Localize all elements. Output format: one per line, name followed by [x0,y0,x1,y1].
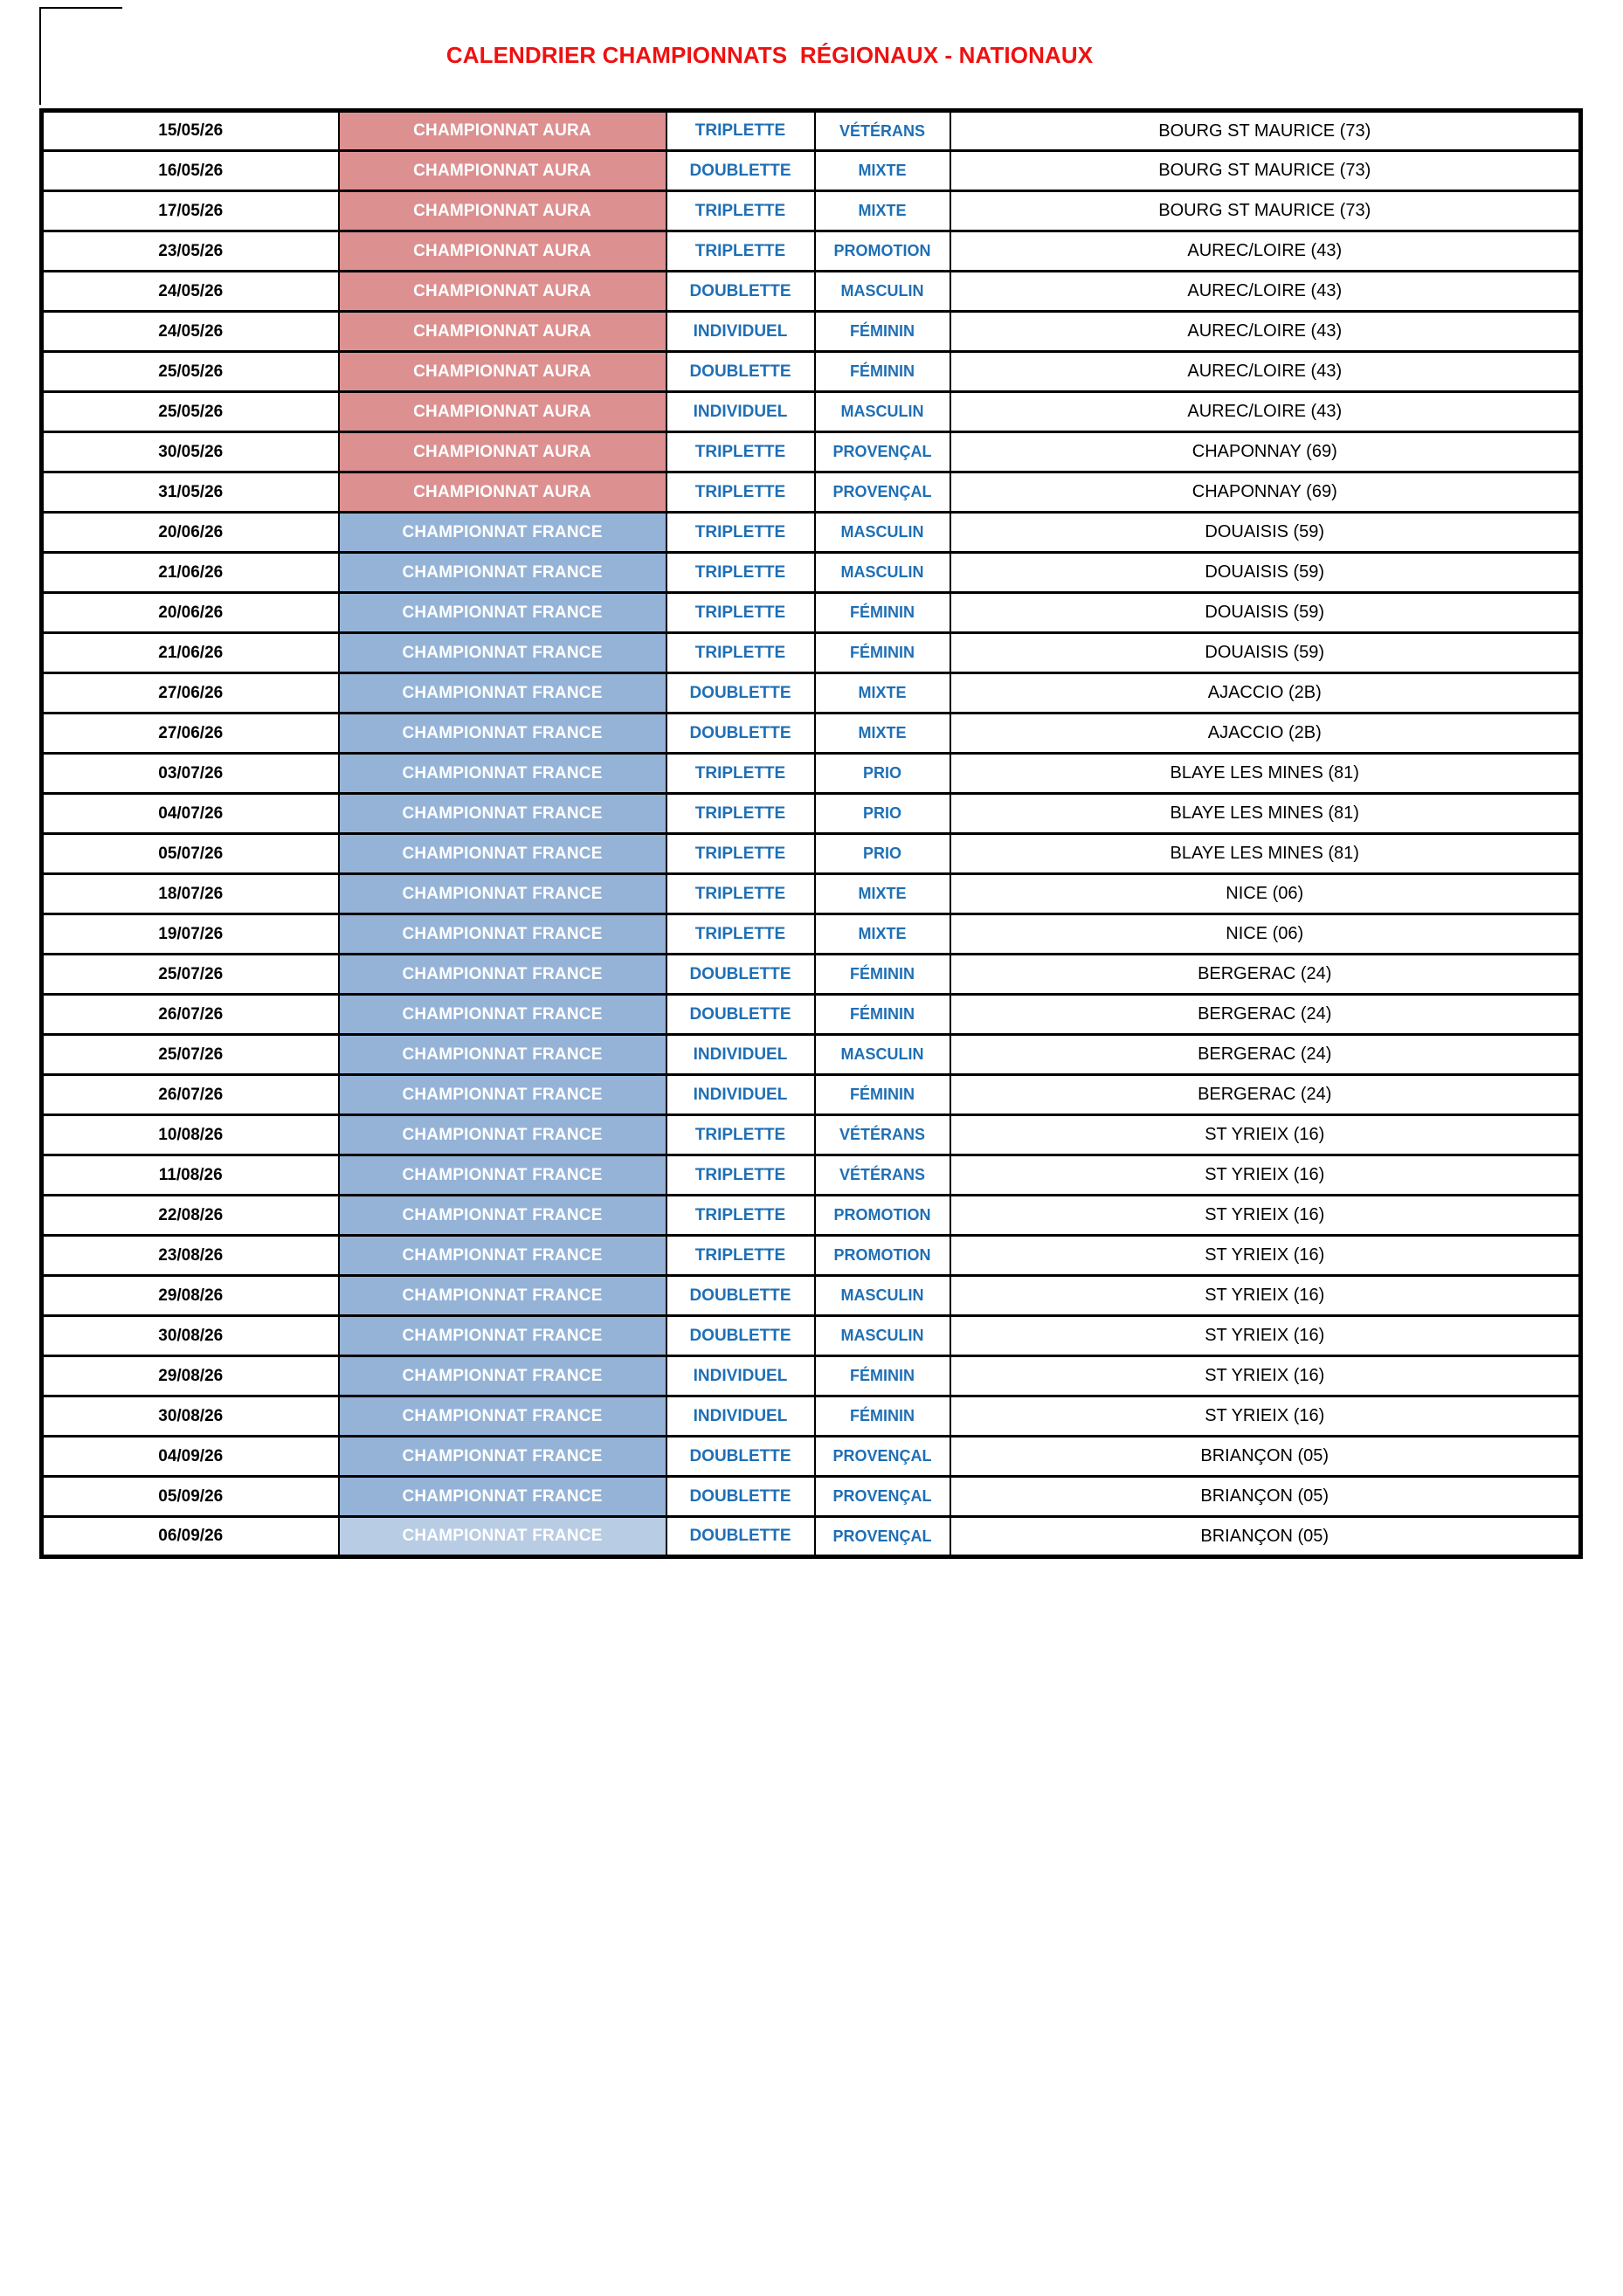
table-row [42,1396,1581,1437]
cell-lieu: CHAPONNAY (69) [950,432,1581,472]
calendar-table-container [39,108,1578,1559]
cell-categorie: FÉMININ [815,1075,950,1115]
cell-lieu: BERGERAC (24) [950,955,1581,995]
cell-categorie: FÉMININ [815,312,950,352]
cell-date: 10/08/26 [42,1115,339,1155]
calendar-table [39,108,1583,1559]
cell-categorie: FÉMININ [815,955,950,995]
cell-categorie: MIXTE [815,914,950,955]
cell-date: 11/08/26 [42,1155,339,1196]
cell-discipline: DOUBLETTE [666,272,815,312]
cell-categorie: MIXTE [815,714,950,754]
cell-lieu: ST YRIEIX (16) [950,1396,1581,1437]
cell-categorie: PROMOTION [815,231,950,272]
cell-categorie: PROMOTION [815,1236,950,1276]
table-row [42,714,1581,754]
cell-championnat: CHAMPIONNAT FRANCE [339,1396,666,1437]
cell-discipline: DOUBLETTE [666,1477,815,1517]
cell-date: 25/05/26 [42,352,339,392]
cell-date: 04/09/26 [42,1437,339,1477]
cell-lieu: ST YRIEIX (16) [950,1115,1581,1155]
cell-lieu: ST YRIEIX (16) [950,1356,1581,1396]
cell-discipline: DOUBLETTE [666,1437,815,1477]
cell-championnat: CHAMPIONNAT FRANCE [339,794,666,834]
cell-discipline: TRIPLETTE [666,1236,815,1276]
table-row [42,1196,1581,1236]
cell-categorie: PRIO [815,754,950,794]
cell-categorie: MIXTE [815,673,950,714]
cell-categorie: MASCULIN [815,1316,950,1356]
cell-categorie: MIXTE [815,874,950,914]
cell-discipline: DOUBLETTE [666,714,815,754]
cell-categorie: FÉMININ [815,1396,950,1437]
cell-discipline: TRIPLETTE [666,1155,815,1196]
cell-discipline: DOUBLETTE [666,955,815,995]
cell-championnat: CHAMPIONNAT AURA [339,191,666,231]
cell-date: 16/05/26 [42,151,339,191]
table-row [42,874,1581,914]
cell-discipline: TRIPLETTE [666,593,815,633]
cell-date: 03/07/26 [42,754,339,794]
cell-lieu: BRIANÇON (05) [950,1437,1581,1477]
cell-date: 25/07/26 [42,1035,339,1075]
table-row [42,472,1581,513]
cell-championnat: CHAMPIONNAT FRANCE [339,955,666,995]
cell-lieu: AJACCIO (2B) [950,673,1581,714]
cell-discipline: TRIPLETTE [666,754,815,794]
cell-categorie: MASCULIN [815,1276,950,1316]
table-row [42,1115,1581,1155]
table-row [42,955,1581,995]
cell-championnat: CHAMPIONNAT FRANCE [339,1035,666,1075]
cell-championnat: CHAMPIONNAT FRANCE [339,1075,666,1115]
cell-discipline: TRIPLETTE [666,633,815,673]
cell-discipline: TRIPLETTE [666,191,815,231]
table-row [42,392,1581,432]
frame-top-rule [39,7,122,9]
cell-discipline: TRIPLETTE [666,432,815,472]
table-row [42,1517,1581,1557]
cell-championnat: CHAMPIONNAT FRANCE [339,754,666,794]
cell-categorie: FÉMININ [815,995,950,1035]
cell-lieu: CHAPONNAY (69) [950,472,1581,513]
table-row [42,513,1581,553]
cell-championnat: CHAMPIONNAT AURA [339,272,666,312]
cell-championnat: CHAMPIONNAT AURA [339,231,666,272]
cell-categorie: PROVENÇAL [815,432,950,472]
cell-championnat: CHAMPIONNAT FRANCE [339,914,666,955]
cell-championnat: CHAMPIONNAT FRANCE [339,1316,666,1356]
cell-categorie: FÉMININ [815,1356,950,1396]
cell-date: 21/06/26 [42,633,339,673]
cell-lieu: BRIANÇON (05) [950,1517,1581,1557]
cell-date: 05/09/26 [42,1477,339,1517]
cell-discipline: TRIPLETTE [666,513,815,553]
cell-championnat: CHAMPIONNAT FRANCE [339,714,666,754]
table-row [42,272,1581,312]
cell-date: 30/08/26 [42,1316,339,1356]
cell-categorie: MASCULIN [815,392,950,432]
cell-lieu: ST YRIEIX (16) [950,1155,1581,1196]
cell-championnat: CHAMPIONNAT FRANCE [339,874,666,914]
cell-categorie: PROVENÇAL [815,1437,950,1477]
cell-discipline: INDIVIDUEL [666,312,815,352]
cell-date: 23/05/26 [42,231,339,272]
cell-championnat: CHAMPIONNAT AURA [339,472,666,513]
cell-date: 31/05/26 [42,472,339,513]
cell-discipline: DOUBLETTE [666,352,815,392]
cell-categorie: VÉTÉRANS [815,1155,950,1196]
table-row [42,1236,1581,1276]
table-row [42,593,1581,633]
cell-date: 05/07/26 [42,834,339,874]
cell-lieu: NICE (06) [950,914,1581,955]
cell-discipline: DOUBLETTE [666,1316,815,1356]
cell-lieu: BERGERAC (24) [950,1075,1581,1115]
cell-discipline: INDIVIDUEL [666,1356,815,1396]
cell-championnat: CHAMPIONNAT AURA [339,352,666,392]
table-row [42,673,1581,714]
cell-date: 30/05/26 [42,432,339,472]
cell-discipline: DOUBLETTE [666,151,815,191]
cell-championnat: CHAMPIONNAT FRANCE [339,1115,666,1155]
cell-categorie: PROVENÇAL [815,1517,950,1557]
cell-championnat: CHAMPIONNAT FRANCE [339,1196,666,1236]
cell-date: 20/06/26 [42,513,339,553]
cell-date: 26/07/26 [42,995,339,1035]
cell-lieu: BLAYE LES MINES (81) [950,834,1581,874]
cell-discipline: TRIPLETTE [666,794,815,834]
cell-championnat: CHAMPIONNAT FRANCE [339,593,666,633]
cell-lieu: ST YRIEIX (16) [950,1196,1581,1236]
cell-date: 30/08/26 [42,1396,339,1437]
cell-date: 21/06/26 [42,553,339,593]
cell-discipline: DOUBLETTE [666,673,815,714]
cell-discipline: DOUBLETTE [666,1276,815,1316]
calendar-table-body [42,111,1581,1557]
cell-lieu: DOUAISIS (59) [950,553,1581,593]
cell-championnat: CHAMPIONNAT FRANCE [339,1276,666,1316]
cell-categorie: MASCULIN [815,272,950,312]
cell-lieu: BERGERAC (24) [950,1035,1581,1075]
cell-discipline: TRIPLETTE [666,553,815,593]
table-row [42,231,1581,272]
cell-discipline: TRIPLETTE [666,874,815,914]
cell-date: 04/07/26 [42,794,339,834]
cell-championnat: CHAMPIONNAT FRANCE [339,1517,666,1557]
cell-date: 27/06/26 [42,714,339,754]
cell-discipline: TRIPLETTE [666,914,815,955]
cell-categorie: PRIO [815,794,950,834]
table-row [42,151,1581,191]
table-row [42,914,1581,955]
cell-championnat: CHAMPIONNAT FRANCE [339,633,666,673]
cell-date: 25/05/26 [42,392,339,432]
cell-lieu: BOURG ST MAURICE (73) [950,111,1581,151]
table-row [42,995,1581,1035]
cell-categorie: PROMOTION [815,1196,950,1236]
cell-date: 06/09/26 [42,1517,339,1557]
cell-championnat: CHAMPIONNAT AURA [339,151,666,191]
cell-categorie: MASCULIN [815,1035,950,1075]
cell-championnat: CHAMPIONNAT FRANCE [339,673,666,714]
cell-championnat: CHAMPIONNAT AURA [339,392,666,432]
table-row [42,1075,1581,1115]
cell-discipline: INDIVIDUEL [666,1075,815,1115]
cell-championnat: CHAMPIONNAT FRANCE [339,513,666,553]
cell-date: 17/05/26 [42,191,339,231]
cell-discipline: TRIPLETTE [666,472,815,513]
cell-lieu: BOURG ST MAURICE (73) [950,151,1581,191]
cell-date: 29/08/26 [42,1276,339,1316]
cell-categorie: PROVENÇAL [815,472,950,513]
cell-lieu: BOURG ST MAURICE (73) [950,191,1581,231]
table-row [42,754,1581,794]
cell-discipline: INDIVIDUEL [666,392,815,432]
cell-lieu: AUREC/LOIRE (43) [950,272,1581,312]
cell-date: 25/07/26 [42,955,339,995]
cell-categorie: PROVENÇAL [815,1477,950,1517]
cell-date: 27/06/26 [42,673,339,714]
cell-date: 15/05/26 [42,111,339,151]
cell-discipline: TRIPLETTE [666,1196,815,1236]
table-row [42,111,1581,151]
cell-championnat: CHAMPIONNAT FRANCE [339,1155,666,1196]
cell-date: 24/05/26 [42,272,339,312]
cell-categorie: FÉMININ [815,633,950,673]
cell-lieu: ST YRIEIX (16) [950,1316,1581,1356]
cell-categorie: VÉTÉRANS [815,111,950,151]
cell-lieu: DOUAISIS (59) [950,633,1581,673]
cell-lieu: DOUAISIS (59) [950,593,1581,633]
cell-championnat: CHAMPIONNAT FRANCE [339,1477,666,1517]
cell-championnat: CHAMPIONNAT FRANCE [339,1437,666,1477]
cell-date: 29/08/26 [42,1356,339,1396]
cell-lieu: AUREC/LOIRE (43) [950,312,1581,352]
cell-categorie: PRIO [815,834,950,874]
cell-lieu: BLAYE LES MINES (81) [950,754,1581,794]
cell-categorie: MIXTE [815,151,950,191]
table-row [42,1276,1581,1316]
cell-categorie: MASCULIN [815,553,950,593]
cell-categorie: FÉMININ [815,593,950,633]
table-row [42,1437,1581,1477]
cell-lieu: AUREC/LOIRE (43) [950,352,1581,392]
cell-date: 22/08/26 [42,1196,339,1236]
cell-lieu: NICE (06) [950,874,1581,914]
table-row [42,191,1581,231]
cell-categorie: MASCULIN [815,513,950,553]
table-row [42,794,1581,834]
table-row [42,1035,1581,1075]
cell-discipline: TRIPLETTE [666,231,815,272]
cell-championnat: CHAMPIONNAT FRANCE [339,1236,666,1276]
cell-date: 24/05/26 [42,312,339,352]
table-row [42,312,1581,352]
cell-lieu: BERGERAC (24) [950,995,1581,1035]
cell-championnat: CHAMPIONNAT FRANCE [339,553,666,593]
table-row [42,633,1581,673]
cell-lieu: BLAYE LES MINES (81) [950,794,1581,834]
cell-championnat: CHAMPIONNAT AURA [339,111,666,151]
table-row [42,432,1581,472]
cell-lieu: BRIANÇON (05) [950,1477,1581,1517]
cell-discipline: DOUBLETTE [666,1517,815,1557]
page-title: CALENDRIER CHAMPIONNATS RÉGIONAUX - NATIONAUX [445,42,1094,68]
cell-championnat: CHAMPIONNAT AURA [339,432,666,472]
table-row [42,834,1581,874]
cell-lieu: ST YRIEIX (16) [950,1276,1581,1316]
cell-lieu: AUREC/LOIRE (43) [950,392,1581,432]
cell-discipline: DOUBLETTE [666,995,815,1035]
table-row [42,1356,1581,1396]
table-row [42,1155,1581,1196]
cell-championnat: CHAMPIONNAT AURA [339,312,666,352]
cell-championnat: CHAMPIONNAT FRANCE [339,1356,666,1396]
cell-lieu: DOUAISIS (59) [950,513,1581,553]
cell-date: 26/07/26 [42,1075,339,1115]
table-row [42,1316,1581,1356]
cell-discipline: TRIPLETTE [666,111,815,151]
cell-date: 19/07/26 [42,914,339,955]
cell-lieu: ST YRIEIX (16) [950,1236,1581,1276]
cell-discipline: TRIPLETTE [666,1115,815,1155]
cell-discipline: INDIVIDUEL [666,1035,815,1075]
cell-lieu: AJACCIO (2B) [950,714,1581,754]
cell-discipline: INDIVIDUEL [666,1396,815,1437]
cell-discipline: TRIPLETTE [666,834,815,874]
cell-championnat: CHAMPIONNAT FRANCE [339,995,666,1035]
table-row [42,1477,1581,1517]
cell-date: 23/08/26 [42,1236,339,1276]
cell-date: 20/06/26 [42,593,339,633]
cell-championnat: CHAMPIONNAT FRANCE [339,834,666,874]
cell-categorie: VÉTÉRANS [815,1115,950,1155]
table-row [42,352,1581,392]
cell-categorie: MIXTE [815,191,950,231]
cell-categorie: FÉMININ [815,352,950,392]
table-row [42,553,1581,593]
cell-lieu: AUREC/LOIRE (43) [950,231,1581,272]
cell-date: 18/07/26 [42,874,339,914]
